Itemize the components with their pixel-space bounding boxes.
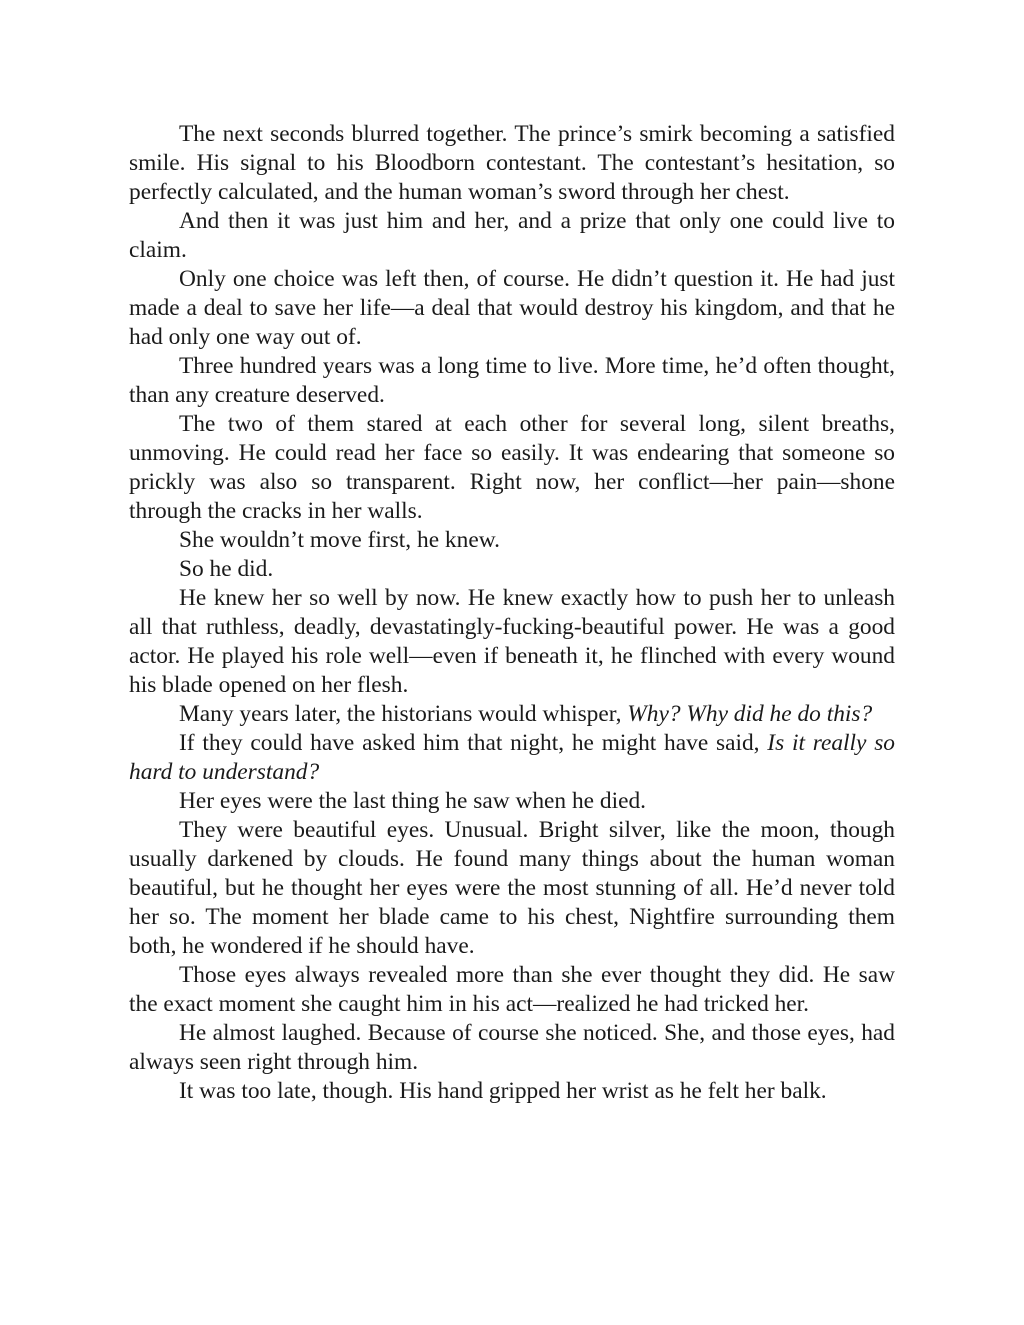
paragraph (129, 787, 895, 816)
paragraph (129, 265, 895, 352)
paragraph (129, 555, 895, 584)
text-run: So he did. (179, 556, 274, 582)
paragraph (129, 207, 895, 265)
paragraph (129, 700, 895, 729)
paragraph (129, 1077, 895, 1106)
text-run: It was too late, though. His hand gripped her wrist as he felt her balk. (179, 1078, 827, 1104)
text-run: Three hundred years was a long time to live. More time, he’d often thought, than any creature deserved. (129, 353, 895, 408)
paragraph (129, 961, 895, 1019)
paragraph (129, 729, 895, 787)
text-run: She wouldn’t move first, he knew. (179, 527, 500, 553)
paragraph (129, 1019, 895, 1077)
document-body (129, 120, 895, 1106)
text-run: He knew her so well by now. He knew exactly how to push her to unleash all that ruthless, deadly, devastatingly-fucking-beautiful power. He was a good actor. He played his role well—even if beneath it, he flinched with every wound his blade opened on her flesh. (129, 585, 895, 698)
text-run: Only one choice was left then, of course. He didn’t question it. He had just made a deal to save her life—a deal that would destroy his kingdom, and that he had only one way out of. (129, 266, 895, 350)
paragraph (129, 526, 895, 555)
text-run: Those eyes always revealed more than she ever thought they did. He saw the exact moment she caught him in his act—realized he had tricked her. (129, 962, 895, 1017)
document-page (129, 120, 895, 1106)
paragraph (129, 410, 895, 526)
text-run: The two of them stared at each other for several long, silent breaths, unmoving. He could read her face so easily. It was endearing that someone so prickly was also so transparent. Right now, her conflict—her pain—shone through the cracks in her walls. (129, 411, 895, 524)
text-run: And then it was just him and her, and a prize that only one could live to claim. (129, 208, 895, 263)
paragraph (129, 352, 895, 410)
paragraph (129, 816, 895, 961)
italic-text: Why? Why did he do this? (627, 701, 873, 727)
text-run: If they could have asked him that night, he might have said, (179, 730, 768, 756)
paragraph (129, 120, 895, 207)
text-run: Her eyes were the last thing he saw when he died. (179, 788, 647, 814)
italic-text: Is it really so hard to understand? (129, 730, 896, 785)
text-run: The next seconds blurred together. The prince’s smirk becoming a satisfied smile. His signal to his Bloodborn contestant. The contestant’s hesitation, so perfectly calculated, and the human woman’s sword through her chest. (129, 121, 895, 205)
text-run: He almost laughed. Because of course she noticed. She, and those eyes, had always seen right through him. (129, 1020, 895, 1075)
paragraph (129, 584, 895, 700)
text-run: They were beautiful eyes. Unusual. Bright silver, like the moon, though usually darkened by clouds. He found many things about the human woman beautiful, but he thought her eyes were the most stunning of all. He’d never told her so. The moment her blade came to his chest, Nightfire surrounding them both, he wondered if he should have. (129, 817, 895, 959)
text-run: Many years later, the historians would whisper, (179, 701, 628, 727)
